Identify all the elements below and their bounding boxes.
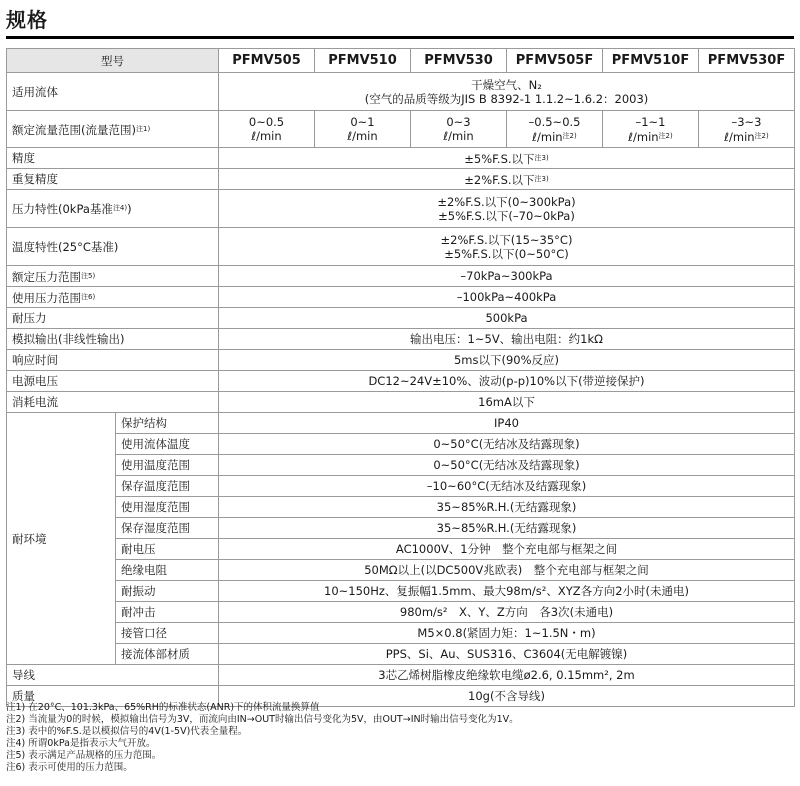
model-header-label: 型号 [7, 49, 219, 73]
row-value: PPS、Si、Au、SUS316、C3604(无电解镀镍) [219, 644, 795, 665]
row-value: –10~60°C(无结冰及结露现象) [219, 476, 795, 497]
label-text: 使用压力范围 [12, 290, 81, 305]
unit-text: ℓ/min [347, 129, 378, 143]
value-line: ±5%F.S.以下(–70~0kPa) [438, 208, 575, 223]
note-ref: 注2) [754, 131, 769, 140]
row-label [7, 266, 219, 287]
row-value: M5×0.8(紧固力矩：1~1.5N・m) [219, 623, 795, 644]
fluid-line-2: (空气的品质等级为JIS B 8392-1 1.1.2~1.6.2：2003) [364, 91, 649, 106]
flow-unit [608, 129, 693, 144]
model-cell: PFMV505 [219, 49, 315, 73]
flow-cell [411, 111, 507, 148]
value-line: ±2%F.S.以下(0~300kPa) [437, 194, 576, 209]
row-label: 质量 [7, 686, 219, 707]
flow-value: 0~3 [446, 115, 471, 129]
footnote: 注4) 所谓0kPa是指表示大气开放。 [6, 738, 156, 749]
sub-label: 耐冲击 [116, 602, 219, 623]
sub-label: 接流体部材质 [116, 644, 219, 665]
table-row [7, 455, 795, 476]
table-row [7, 266, 795, 287]
table-row [7, 392, 795, 413]
flow-value: –3~3 [731, 114, 762, 129]
row-label: 温度特性(25°C基准) [7, 228, 219, 266]
value-line: ±2%F.S.以下(15~35°C) [440, 232, 573, 247]
sub-label: 绝缘电阻 [116, 560, 219, 581]
note-ref: 注2) [562, 131, 577, 140]
table-row [7, 329, 795, 350]
table-row [7, 308, 795, 329]
row-value [219, 228, 795, 266]
note-ref: 注2) [658, 131, 673, 140]
sub-label: 耐振动 [116, 581, 219, 602]
row-value: 500kPa [219, 308, 795, 329]
unit-text: ℓ/min [628, 129, 659, 144]
model-cell: PFMV510F [603, 49, 699, 73]
value-text: ±2%F.S.以下 [464, 172, 535, 187]
row-value: 35~85%R.H.(无结露现象) [219, 497, 795, 518]
table-row [7, 434, 795, 455]
sub-label: 使用温度范围 [116, 455, 219, 476]
note-ref: 注1) [135, 124, 151, 133]
header-row [7, 49, 795, 73]
sub-label: 保存湿度范围 [116, 518, 219, 539]
value-line: ±5%F.S.以下(0~50°C) [444, 246, 569, 261]
flow-unit [704, 129, 789, 144]
model-cell: PFMV530 [411, 49, 507, 73]
row-label: 响应时间 [7, 350, 219, 371]
footnote: 注2) 当流量为0的时候，模拟输出信号为3V，而流向由IN→OUT时输出信号变化为5V，由OUT→IN时输出信号变化为1V。 [6, 714, 519, 725]
sub-label: 保存温度范围 [116, 476, 219, 497]
table-row [7, 148, 795, 169]
table-row [7, 581, 795, 602]
note-ref: 注3) [534, 153, 549, 162]
row-value: AC1000V、1分钟 整个充电部与框架之间 [219, 539, 795, 560]
value-text: ±5%F.S.以下 [464, 151, 535, 166]
flow-unit [224, 129, 309, 143]
row-label [7, 287, 219, 308]
row-label: 耐压力 [7, 308, 219, 329]
footnote: 注6) 表示可使用的压力范围。 [6, 762, 133, 773]
row-value: 3芯乙烯树脂橡皮绝缘软电缆ø2.6, 0.15mm², 2m [219, 665, 795, 686]
row-label [7, 190, 219, 228]
row-value: 10~150Hz、复振幅1.5mm、最大98m/s²、XYZ各方向2小时(未通电) [219, 581, 795, 602]
row-value: –70kPa~300kPa [219, 266, 795, 287]
row-label: 适用流体 [7, 73, 219, 111]
sub-label: 接管口径 [116, 623, 219, 644]
row-value: 0~50°C(无结冰及结露现象) [219, 434, 795, 455]
table-row [7, 111, 795, 148]
row-value: 输出电压：1~5V、输出电阻：约1kΩ [219, 329, 795, 350]
unit-text: ℓ/min [251, 129, 282, 143]
footnote: 注3) 表中的%F.S.是以模拟信号的4V(1-5V)代表全量程。 [6, 726, 248, 737]
label-text: 额定压力范围 [12, 269, 81, 284]
row-value: 5ms以下(90%反应) [219, 350, 795, 371]
row-value: 0~50°C(无结冰及结露现象) [219, 455, 795, 476]
row-value: 16mA以下 [219, 392, 795, 413]
flow-unit [320, 129, 405, 143]
table-row [7, 623, 795, 644]
table-row [7, 228, 795, 266]
page-title: 规格 [6, 8, 48, 32]
row-value [219, 190, 795, 228]
table-row [7, 518, 795, 539]
table-row [7, 497, 795, 518]
sub-label: 耐电压 [116, 539, 219, 560]
row-label: 导线 [7, 665, 219, 686]
footnote: 注1) 在20°C、101.3kPa、65%RH的标准状态(ANR)下的体积流量换算值 [6, 702, 320, 713]
table-row [7, 413, 795, 434]
table-row [7, 560, 795, 581]
table-row [7, 371, 795, 392]
row-value [219, 169, 795, 190]
row-label [7, 111, 219, 148]
table-row [7, 539, 795, 560]
title-divider [6, 36, 794, 39]
label-text: 压力特性(0kPa基准 [12, 202, 113, 216]
row-label: 精度 [7, 148, 219, 169]
unit-text: ℓ/min [532, 129, 563, 144]
table-row [7, 644, 795, 665]
label-text-end: ) [127, 202, 132, 216]
row-value: 35~85%R.H.(无结露现象) [219, 518, 795, 539]
table-row [7, 190, 795, 228]
unit-text: ℓ/min [724, 129, 755, 144]
row-value [219, 73, 795, 111]
note-ref: 注5) [81, 271, 96, 280]
flow-cell [699, 111, 795, 148]
footnote: 注5) 表示满足产品规格的压力范围。 [6, 750, 162, 761]
sub-label: 使用湿度范围 [116, 497, 219, 518]
flow-value: 0~1 [350, 115, 375, 129]
flow-cell [315, 111, 411, 148]
fluid-line-1: 干燥空气、N₂ [471, 77, 542, 92]
row-label: 重复精度 [7, 169, 219, 190]
footnotes [6, 702, 519, 774]
model-cell: PFMV510 [315, 49, 411, 73]
spec-table [6, 48, 795, 707]
flow-unit [416, 129, 501, 143]
flow-value: –0.5~0.5 [528, 114, 581, 129]
row-label: 消耗电流 [7, 392, 219, 413]
flow-cell [507, 111, 603, 148]
table-row [7, 602, 795, 623]
note-ref: 注3) [534, 174, 549, 183]
flow-value: –1~1 [635, 114, 666, 129]
table-row [7, 169, 795, 190]
note-ref: 注6) [81, 292, 96, 301]
flow-label-text: 额定流量范围(流量范围) [12, 122, 136, 137]
note-ref: 注4) [112, 204, 128, 212]
row-value: 10g(不含导线) [219, 686, 795, 707]
table-row [7, 665, 795, 686]
model-cell: PFMV530F [699, 49, 795, 73]
row-value: DC12~24V±10%、波动(p-p)10%以下(带逆接保护) [219, 371, 795, 392]
row-value: IP40 [219, 413, 795, 434]
unit-text: ℓ/min [443, 129, 474, 143]
table-row [7, 287, 795, 308]
row-value: –100kPa~400kPa [219, 287, 795, 308]
row-label: 模拟输出(非线性输出) [7, 329, 219, 350]
table-row [7, 476, 795, 497]
table-row [7, 73, 795, 111]
table-row [7, 350, 795, 371]
flow-value: 0~0.5 [248, 115, 285, 129]
sub-label: 保护结构 [116, 413, 219, 434]
row-label: 电源电压 [7, 371, 219, 392]
row-value: 980m/s² X、Y、Z方向 各3次(未通电) [219, 602, 795, 623]
row-value [219, 148, 795, 169]
model-cell: PFMV505F [507, 49, 603, 73]
flow-unit [512, 129, 597, 144]
sub-label: 使用流体温度 [116, 434, 219, 455]
row-value: 50MΩ以上(以DC500V兆欧表) 整个充电部与框架之间 [219, 560, 795, 581]
flow-cell [219, 111, 315, 148]
env-group-label: 耐环境 [7, 413, 116, 665]
flow-cell [603, 111, 699, 148]
